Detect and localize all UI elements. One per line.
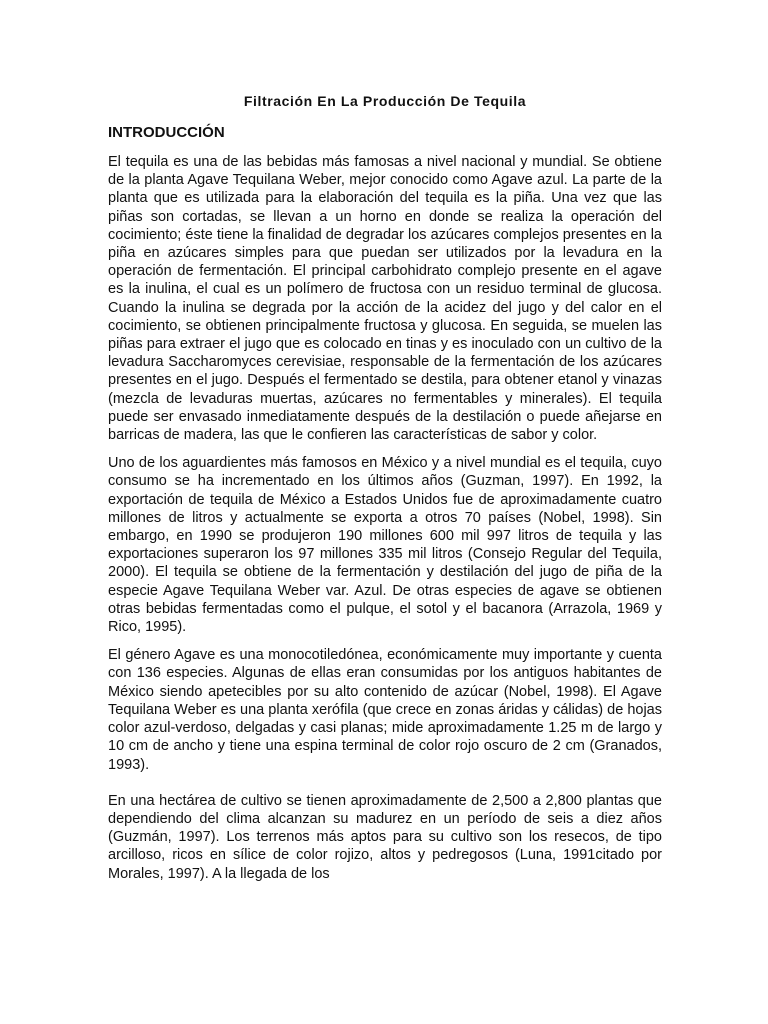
paragraph-3: El género Agave es una monocotiledónea, económicamente muy importante y cuenta con 136 especies. Algunas de ellas eran consumidas por los antiguos habitantes de México siendo apetecibles por su alto contenido de azúcar (Nobel, 1998). El Agave Tequilana Weber es una planta xerófila (que crece en zonas áridas y cálidas) de hojas color azul-verdoso, delgadas y casi planas; mide aproximadamente 1.25 m de largo y 10 cm de ancho y tiene una espina terminal de color rojo oscuro de 2 cm (Granados, 1993). <box>108 647 662 773</box>
document-title: Filtración En La Producción De Tequila <box>243 93 527 109</box>
paragraph-4: En una hectárea de cultivo se tienen aproximadamente de 2,500 a 2,800 plantas que dependiendo del clima alcanzan su madurez en un período de seis a diez años (Guzmán, 1997). Los terrenos más aptos para su cultivo son los resecos, de tipo arcilloso, ricos en sílice de color rojizo, altos y pedregosos (Luna, 1991citado por Morales, 1997). A la llegada de los <box>108 792 662 882</box>
paragraph-2: Uno de los aguardientes más famosos en México y a nivel mundial es el tequila, cuyo consumo se ha incrementado en los últimos años (Guzman, 1997). En 1992, la exportación de tequila de México a Estados Unidos fue de aproximadamente cuatro millones de litros y actualmente se exporta a otros 70 países (Nobel, 1998). Sin embargo, en 1990 se produjeron 190 millones 600 mil 997 litros de tequila y las exportaciones superaron los 97 millones 335 mil litros (Consejo Regular del Tequila, 2000). El tequila se obtiene de la fermentación y destilación del jugo de piña de la especie Agave Tequilana Weber var. Azul. De otras especies de agave se obtienen otras bebidas fermentadas como el pulque, el sotol y el bacanora (Arrazola, 1969 y Rico, 1995). <box>108 455 662 636</box>
paragraph-1: El tequila es una de las bebidas más famosas a nivel nacional y mundial. Se obtiene de la planta Agave Tequilana Weber, mejor conocido como Agave azul. La parte de la planta que es utilizada para la elaboración del tequila es la piña. Una vez que las piñas son cortadas, se llevan a un horno en donde se realiza la operación del cocimiento; éste tiene la finalidad de degradar los azúcares complejos presentes en la piña en azúcares simples para que puedan ser utilizados por la levadura en la operación de fermentación. El principal carbohidrato complejo presente en el agave es la inulina, el cual es un polímero de fructosa con un residuo terminal de glucosa. Cuando la inulina se degrada por la acción de la acidez del jugo y del calor en el cocimiento, se obtienen principalmente fructosa y glucosa. En seguida, se muelen las piñas para extraer el jugo que es colocado en tinas y es inoculado con un cultivo de la levadura Saccharomyces cerevisiae, responsable de la fermentación de los azúcares presentes en el jugo. Después el fermentado se destila, para obtener etanol y vinazas (mezcla de levaduras muertas, azúcares no fermentables y minerales). El tequila puede ser envasado inmediatamente después de la destilación o puede añejarse en barricas de madera, las que le confieren las características de sabor y color. <box>108 154 662 444</box>
section-heading: INTRODUCCIÓN <box>108 124 225 141</box>
